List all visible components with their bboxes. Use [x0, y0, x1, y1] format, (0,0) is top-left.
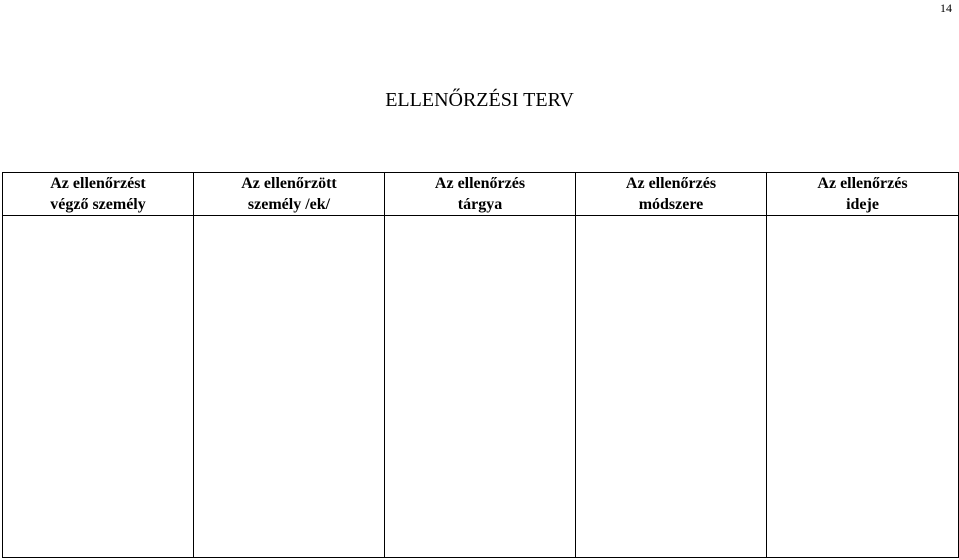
table-header-row [3, 173, 959, 216]
table-cell-time[interactable] [767, 216, 959, 558]
column-header-line: tárgya [457, 196, 503, 213]
page-number: 14 [940, 1, 952, 15]
column-header-line: személy /ek/ [247, 196, 331, 213]
document-title [0, 88, 959, 112]
document-title-text: ELLENŐRZÉSI TERV [385, 89, 574, 111]
table-cell-subject[interactable] [385, 216, 576, 558]
column-header-line: módszere [638, 196, 704, 213]
inspection-plan-table [2, 172, 959, 558]
column-header-inspector [3, 173, 194, 216]
column-header-subject [385, 173, 576, 216]
column-header-line: Az ellenőrzés [434, 175, 526, 192]
table-row [3, 216, 959, 558]
column-header-line: ideje [846, 196, 879, 213]
table-cell-method[interactable] [576, 216, 767, 558]
column-header-line: Az ellenőrzés [625, 175, 717, 192]
column-header-time [767, 173, 959, 216]
column-header-line: Az ellenőrzést [50, 175, 146, 192]
column-header-inspected-person [194, 173, 385, 216]
column-header-line: végző személy [50, 196, 146, 213]
table-cell-inspected-person[interactable] [194, 216, 385, 558]
column-header-method [576, 173, 767, 216]
column-header-line: Az ellenőrzés [817, 175, 908, 192]
column-header-line: Az ellenőrzött [241, 175, 337, 192]
table-cell-inspector[interactable] [3, 216, 194, 558]
